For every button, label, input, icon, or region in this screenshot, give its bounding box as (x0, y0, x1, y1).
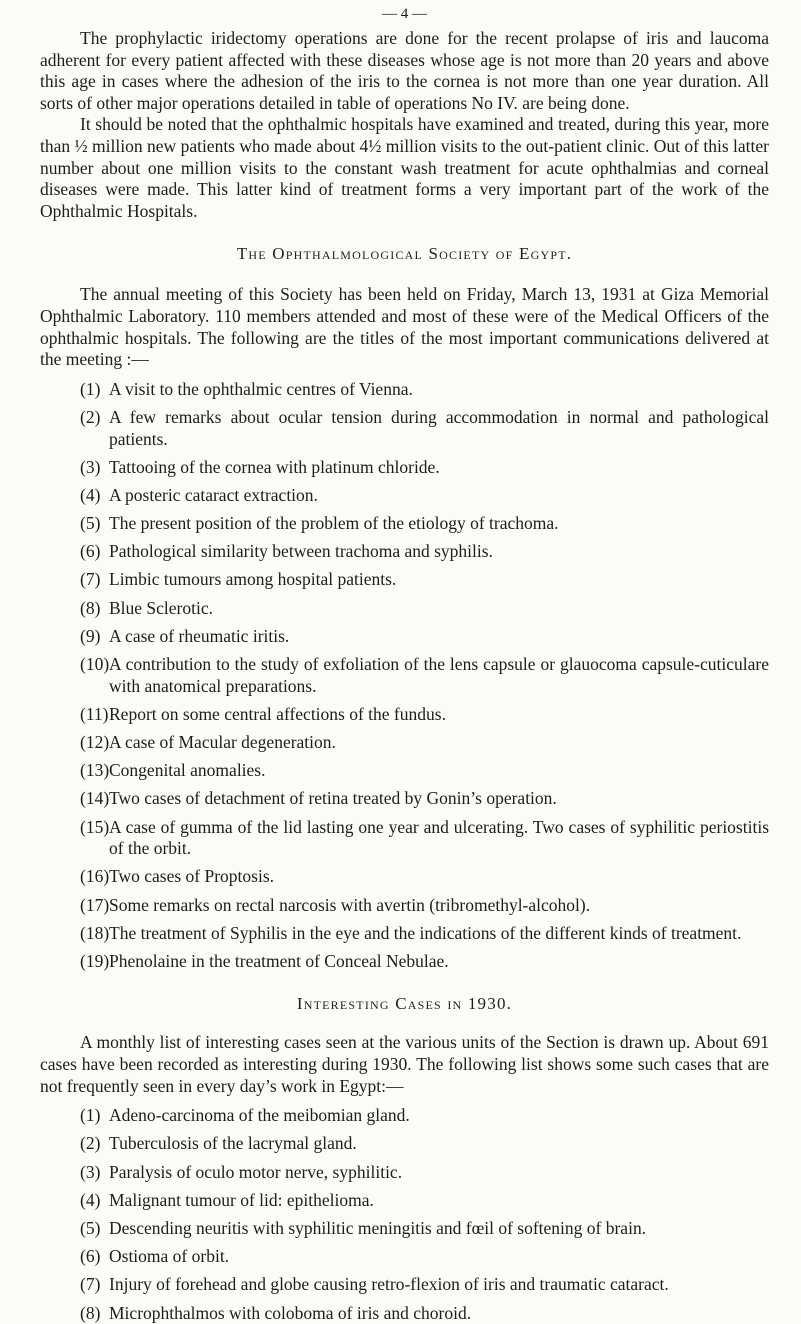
list-item-number: (16) (80, 866, 110, 887)
intro-paragraph-2: It should be noted that the ophthalmic hospitals have examined and treated, during this year, more than ½ million new patients who made about 4½ million visits to the out-patient clinic. Out of this latter number about one million visits to the constant wash treatment for acute ophthalmias and corneal diseases were made. This latter kind of treatment forms a very important part of the work of the Ophthalmic Hospitals. (40, 114, 769, 221)
list-item (40, 654, 769, 697)
list-item (40, 788, 769, 810)
list-item-number: (4) (80, 1189, 101, 1210)
list-item-number: (6) (80, 541, 101, 562)
list-item-text: Injury of forehead and globe causing retro-flexion of iris and traumatic cataract. (109, 1274, 669, 1295)
list-item-number: (15) (80, 816, 110, 837)
society-heading: The Ophthalmological Society of Egypt. (236, 244, 573, 264)
list-item-number: (3) (80, 456, 101, 477)
list-item-number: (12) (80, 731, 110, 752)
list-item-text: Malignant tumour of lid: epithelioma. (109, 1189, 374, 1210)
list-item-text: Phenolaine in the treatment of Conceal Nebulae. (109, 950, 449, 971)
list-item-text: A visit to the ophthalmic centres of Vienna. (109, 378, 413, 399)
list-item-text: Two cases of Proptosis. (109, 866, 275, 887)
list-item (40, 895, 769, 917)
cases-paragraph: A monthly list of interesting cases seen at the various units of the Section is drawn up. About 691 cases have been recorded as interesting during 1930. The following list shows some such cases that are not frequently seen in every day’s work in Egypt:— (40, 1032, 769, 1096)
list-item-text: A case of Macular degeneration. (109, 731, 336, 752)
list-item (40, 817, 769, 860)
list-item-number: (5) (80, 1218, 101, 1238)
list-item-number: (2) (80, 406, 101, 427)
list-item-text: Congenital anomalies. (109, 760, 266, 781)
list-item-text: Report on some central affections of the fundus. (109, 703, 446, 724)
list-item (40, 1274, 769, 1296)
list-item-number: (2) (80, 1133, 101, 1154)
list-item-text: Limbic tumours among hospital patients. (109, 569, 397, 590)
list-item (40, 732, 769, 754)
list-item-number: (19) (80, 950, 110, 971)
list-item-text: Two cases of detachment of retina treated by Gonin’s operation. (109, 788, 557, 809)
list-item-text: Descending neuritis with syphilitic meningitis and fœil of softening of brain. (109, 1218, 647, 1238)
list-item-number: (11) (80, 703, 109, 724)
list-item (40, 598, 769, 620)
list-item-number: (1) (80, 1105, 101, 1126)
list-item (40, 704, 769, 726)
list-item-text: A few remarks about ocular tension during accommodation in normal and pathological patients. (109, 406, 769, 449)
list-item (40, 407, 769, 450)
list-item-text: Blue Sclerotic. (109, 597, 214, 618)
list-item (40, 866, 769, 888)
list-item-number: (8) (80, 597, 101, 618)
list-item (40, 1162, 769, 1184)
list-item (40, 1105, 769, 1127)
list-item-text: Some remarks on rectal narcosis with avertin (tribromethyl-alcohol). (109, 894, 591, 915)
list-item-number: (6) (80, 1246, 101, 1267)
list-item (40, 1246, 769, 1268)
list-item (40, 541, 769, 563)
list-item-text: A case of rheumatic iritis. (109, 625, 290, 646)
society-paragraph: The annual meeting of this Society has been held on Friday, March 13, 1931 at Giza Memorial Ophthalmic Laboratory. 110 members attended and most of these were of the Medical Officers of the ophthalmic hospitals. The following are the titles of the most important communications delivered at the meeting :— (40, 284, 769, 370)
list-item (40, 1190, 769, 1212)
list-item-number: (14) (80, 788, 110, 809)
list-item-number: (3) (80, 1161, 101, 1182)
list-item-text: A case of gumma of the lid lasting one year and ulcerating. Two cases of syphilitic periostitis of the orbit. (109, 816, 769, 859)
list-item-text: Tuberculosis of the lacrymal gland. (109, 1133, 357, 1154)
list-item (40, 760, 769, 782)
list-item-number: (10) (80, 654, 110, 674)
list-item-number: (1) (80, 378, 101, 399)
list-item-text: A contribution to the study of exfoliation of the lens capsule or glauocoma capsule-cuticulare with anatomical preparations. (109, 654, 769, 696)
list-item-number: (8) (80, 1302, 101, 1323)
list-item (40, 485, 769, 507)
list-item-number: (4) (80, 484, 101, 505)
list-item (40, 951, 769, 973)
cases-heading: Interesting Cases in 1930. (296, 994, 513, 1014)
list-item-text: Adeno-carcinoma of the meibomian gland. (109, 1105, 410, 1126)
list-item-number: (13) (80, 760, 110, 781)
list-item (40, 457, 769, 479)
list-item-number: (9) (80, 625, 101, 646)
list-item (40, 1133, 769, 1155)
list-item (40, 923, 769, 945)
list-item (40, 569, 769, 591)
page-number: — 4 — (382, 6, 427, 22)
list-item-text: Ostioma of orbit. (109, 1246, 230, 1267)
list-item (40, 379, 769, 401)
list-item-number: (7) (80, 569, 101, 590)
list-item (40, 1218, 769, 1240)
interesting-cases-list (40, 1105, 769, 1324)
list-item (40, 626, 769, 648)
list-item-text: Pathological similarity between trachoma and syphilis. (109, 541, 493, 562)
list-item-number: (18) (80, 922, 110, 943)
list-item (40, 1303, 769, 1324)
list-item-text: Tattooing of the cornea with platinum chloride. (109, 456, 440, 477)
list-item-number: (17) (80, 894, 110, 915)
list-item-text: The treatment of Syphilis in the eye and the indications of the different kinds of treatment. (109, 922, 742, 943)
list-item-text: Microphthalmos with coloboma of iris and choroid. (109, 1302, 472, 1323)
list-item-number: (5) (80, 513, 101, 534)
list-item-text: Paralysis of oculo motor nerve, syphilitic. (109, 1161, 403, 1182)
society-communications-list (40, 379, 769, 973)
list-item-text: A posteric cataract extraction. (109, 484, 318, 505)
list-item-text: The present position of the problem of the etiology of trachoma. (109, 513, 559, 534)
intro-paragraph-1: The prophylactic iridectomy operations are done for the recent prolapse of iris and laucoma adherent for every patient affected with these diseases whose age is not more than 20 years and above this age in cases where the adhesion of the iris to the cornea is not more than one year duration. All sorts of other major operations detailed in table of operations No IV. are being done. (40, 28, 769, 113)
list-item (40, 513, 769, 535)
list-item-number: (7) (80, 1274, 101, 1295)
